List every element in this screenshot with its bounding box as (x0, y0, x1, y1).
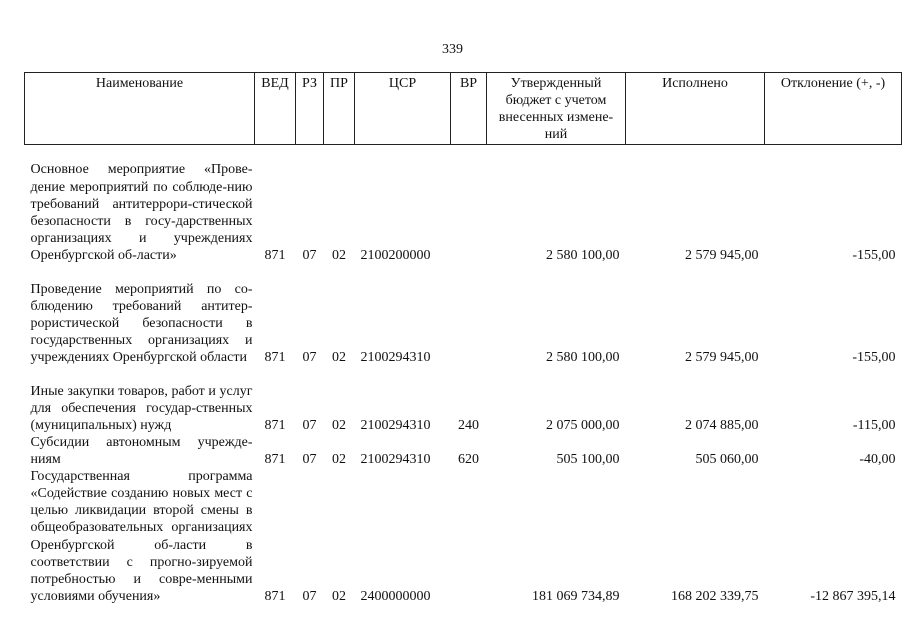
row-deviation: -12 867 395,14 (810, 588, 896, 604)
header-csr: ЦСР (355, 73, 451, 145)
row-pr: 02 (332, 247, 346, 263)
row-budget: 2 580 100,00 (546, 247, 620, 263)
row-rz: 07 (302, 417, 317, 433)
row-budget: 505 100,00 (556, 452, 620, 468)
header-executed: Исполнено (626, 73, 765, 145)
row-csr: 2100294310 (360, 417, 431, 433)
header-ved: ВЕД (255, 73, 296, 145)
row-ved: 871 (264, 417, 286, 433)
table-row (25, 468, 902, 605)
row-name: Субсидии автономным учрежде-ниям (30, 435, 253, 468)
row-rz: 07 (302, 247, 317, 263)
row-vr: 620 (458, 452, 479, 468)
row-name: Иные закупки товаров, работ и услуг для обеспечения государ-ственных (муниципальных) нужд (30, 383, 253, 433)
row-pr: 02 (332, 417, 346, 433)
header-vr: ВР (451, 73, 487, 145)
row-pr: 02 (332, 452, 346, 468)
row-rz: 07 (302, 588, 317, 604)
row-csr: 2400000000 (360, 588, 431, 604)
row-vr (451, 468, 487, 605)
header-pr: ПР (324, 73, 355, 145)
table-row (25, 366, 902, 434)
row-executed: 2 074 885,00 (685, 417, 759, 433)
table-header (25, 73, 902, 145)
row-pr: 02 (332, 349, 346, 365)
row-pr: 02 (332, 588, 346, 604)
page-number: 339 (442, 42, 463, 57)
row-name: Проведение мероприятий по со-блюдению требований антитер-рористической безопасности в государственных организациях и учреждениях Оренбургской области (30, 281, 253, 365)
row-budget: 2 075 000,00 (546, 417, 620, 433)
header-rz: РЗ (296, 73, 324, 145)
row-executed: 505 060,00 (695, 452, 759, 468)
row-ved: 871 (264, 247, 286, 263)
row-budget: 181 069 734,89 (532, 588, 620, 604)
row-rz: 07 (302, 452, 317, 468)
row-budget: 2 580 100,00 (546, 349, 620, 365)
budget-table (24, 72, 902, 605)
row-ved: 871 (264, 588, 286, 604)
row-deviation: -115,00 (852, 417, 896, 433)
table-row (25, 145, 902, 265)
row-ved: 871 (264, 349, 286, 365)
row-name: Государственная программа «Содействие созданию новых мест с целью ликвидации второй смены в общеобразовательных организациях Оренбургской об-ласти в соответствии с прогно-зируемой потребностью и совре-менными условиями обучения» (30, 469, 253, 604)
header-budget: Утвержденный бюджет с учетом внесенных измене-ний (487, 73, 626, 145)
row-rz: 07 (302, 349, 317, 365)
row-name: Основное мероприятие «Прове-дение мероприятий по соблюде-нию требований антитеррори-стической безопасности в госу-дарственных организациях и учреждениях Оренбургской об-ласти» (30, 162, 253, 263)
row-deviation: -155,00 (852, 349, 896, 365)
row-ved: 871 (264, 452, 286, 468)
header-name: Наименование (25, 73, 255, 145)
row-vr (451, 264, 487, 366)
row-vr: 240 (458, 417, 479, 433)
row-csr: 2100294310 (360, 452, 431, 468)
row-executed: 168 202 339,75 (671, 588, 759, 604)
row-executed: 2 579 945,00 (685, 247, 759, 263)
row-deviation: -40,00 (859, 452, 896, 468)
row-csr: 2100200000 (360, 247, 431, 263)
row-deviation: -155,00 (852, 247, 896, 263)
row-csr: 2100294310 (360, 349, 431, 365)
table-row (25, 264, 902, 366)
row-vr (451, 145, 487, 265)
row-executed: 2 579 945,00 (685, 349, 759, 365)
header-deviation: Отклонение (+, -) (765, 73, 902, 145)
table-row (25, 434, 902, 468)
